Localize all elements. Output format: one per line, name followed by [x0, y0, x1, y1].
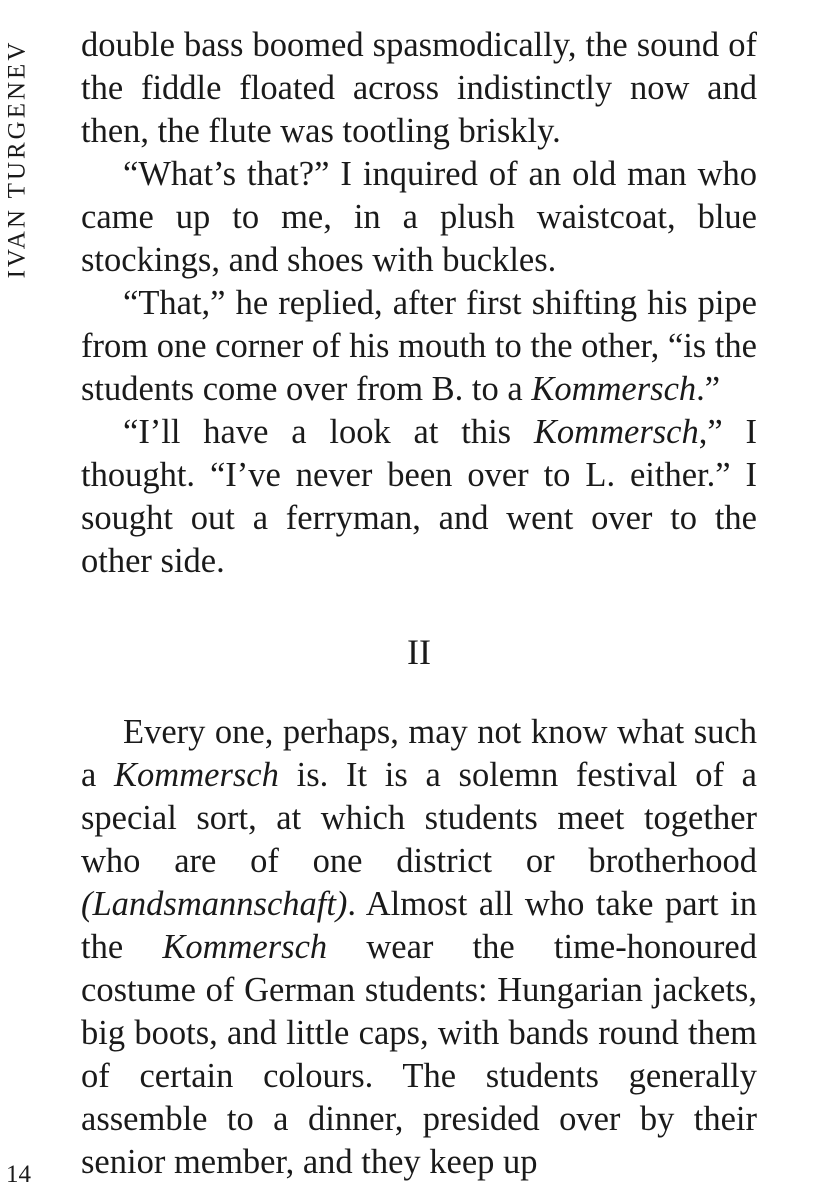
section-heading: II	[407, 632, 431, 672]
text-run: “What’s that?” I inquired of an old man who came up to me, in a plush waistcoat, blue stockings, and shoes with buckles.	[81, 155, 757, 279]
running-head	[0, 28, 34, 290]
italic-run: Kommersch	[114, 756, 279, 794]
text-run: . Almost all who take part in the	[81, 885, 757, 966]
paragraph	[81, 411, 757, 583]
text-run: “That,” he replied, after first shifting his pipe from one corner of his mouth to the other, “is the students come over from B. to a	[81, 284, 757, 408]
text-run: is. It is a solemn festival of a special sort, at which students meet together who are of one district or brotherhood	[81, 756, 757, 880]
italic-run: Kommersch	[531, 370, 697, 408]
text-run: ,” I thought. “I’ve never been over to L. either.” I sought out a ferryman, and went over to the other side.	[81, 413, 757, 580]
running-head-text: IVAN TURGENEV	[3, 39, 31, 279]
text-run: double bass boomed spasmodically, the sound of the fiddle floated across indistinctly now and then, the flute was tootling briskly.	[81, 26, 757, 150]
text-run: wear the time-honoured costume of German students: Hungarian jackets, big boots, and little caps, with bands round them of certain colours. The students generally assemble to a dinner, presided over by their senior member, and they keep up	[81, 928, 757, 1181]
italic-run: Kommersch	[533, 413, 699, 451]
italic-run: (Landsmannschaft)	[81, 885, 348, 923]
paragraph	[81, 711, 757, 1184]
text-block-after-section	[81, 711, 757, 1184]
paragraph	[81, 282, 757, 411]
paragraph	[81, 153, 757, 282]
text-run: “I’ll have a look at this	[123, 413, 534, 451]
text-run: Every one, perhaps, may not know what such a	[81, 713, 757, 794]
text-block-before-section	[81, 24, 757, 583]
page-number: 14	[6, 1161, 31, 1188]
italic-run: Kommersch	[162, 928, 328, 966]
text-run: .”	[696, 370, 721, 408]
paragraph	[81, 24, 757, 153]
